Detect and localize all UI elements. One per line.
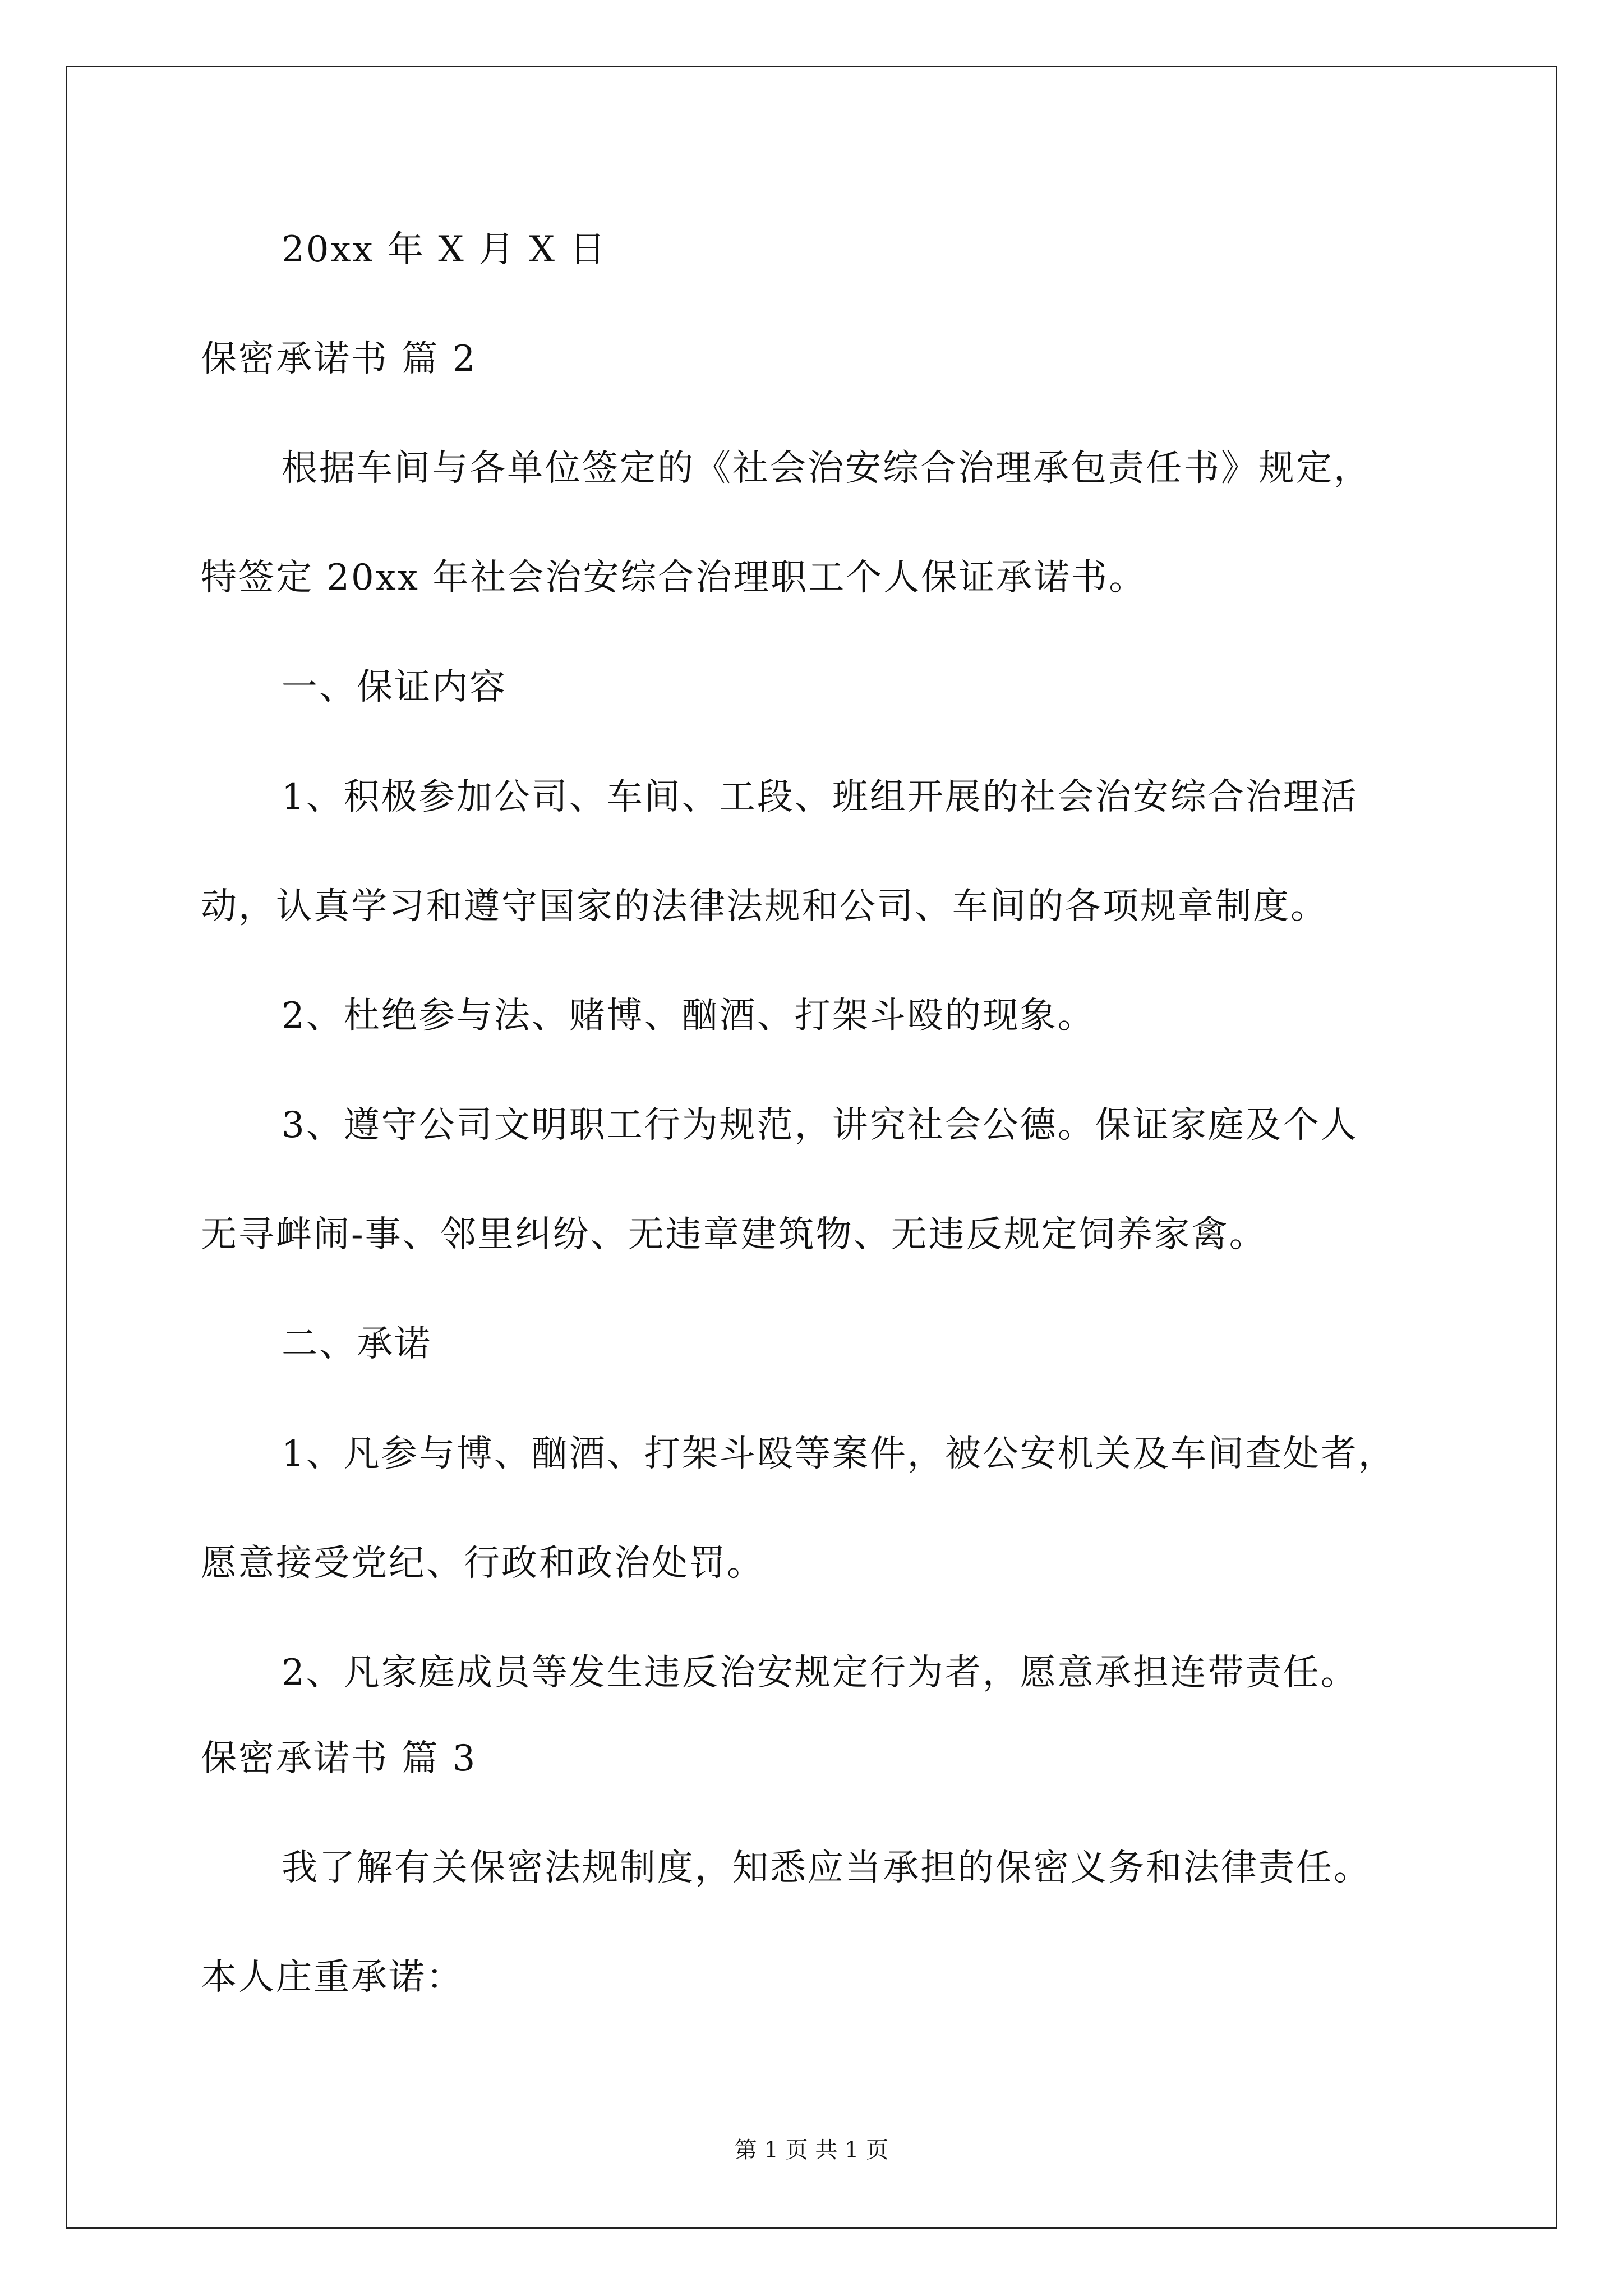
section-heading-3: 保密承诺书 篇 3: [201, 1738, 477, 1779]
paragraph-line: 1、凡参与博、酗酒、打架斗殴等案件，被公安机关及车间查处者，: [282, 1433, 1396, 1475]
subheading-guarantee: 一、保证内容: [282, 666, 507, 708]
paragraph-line: 根据车间与各单位签定的《社会治安综合治理承包责任书》规定，: [282, 448, 1371, 489]
paragraph-line: 我了解有关保密法规制度，知悉应当承担的保密义务和法律责任。: [282, 1847, 1371, 1889]
paragraph-line: 1、积极参加公司、车间、工段、班组开展的社会治安综合治理活: [282, 776, 1358, 818]
paragraph-line: 特签定 20xx 年社会治安综合治理职工个人保证承诺书。: [201, 557, 1147, 599]
paragraph-line: 本人庄重承诺：: [201, 1957, 464, 1998]
paragraph-line: 愿意接受党纪、行政和政治处罚。: [201, 1543, 764, 1584]
paragraph-line: 2、凡家庭成员等发生违反治安规定行为者，愿意承担连带责任。: [282, 1652, 1358, 1694]
page-number-footer: 第 1 页 共 1 页: [734, 2137, 889, 2163]
paragraph-line: 动，认真学习和遵守国家的法律法规和公司、车间的各项规章制度。: [201, 886, 1328, 927]
paragraph-line: 2、杜绝参与法、赌博、酗酒、打架斗殴的现象。: [282, 995, 1095, 1037]
section-heading-2: 保密承诺书 篇 2: [201, 338, 477, 380]
paragraph-line: 3、遵守公司文明职工行为规范，讲究社会公德。保证家庭及个人: [282, 1105, 1358, 1146]
date-line: 20xx 年 X 月 X 日: [282, 229, 607, 270]
subheading-commitment: 二、承诺: [282, 1323, 432, 1365]
paragraph-line: 无寻衅闹-事、邻里纠纷、无违章建筑物、无违反规定饲养家禽。: [201, 1214, 1267, 1255]
